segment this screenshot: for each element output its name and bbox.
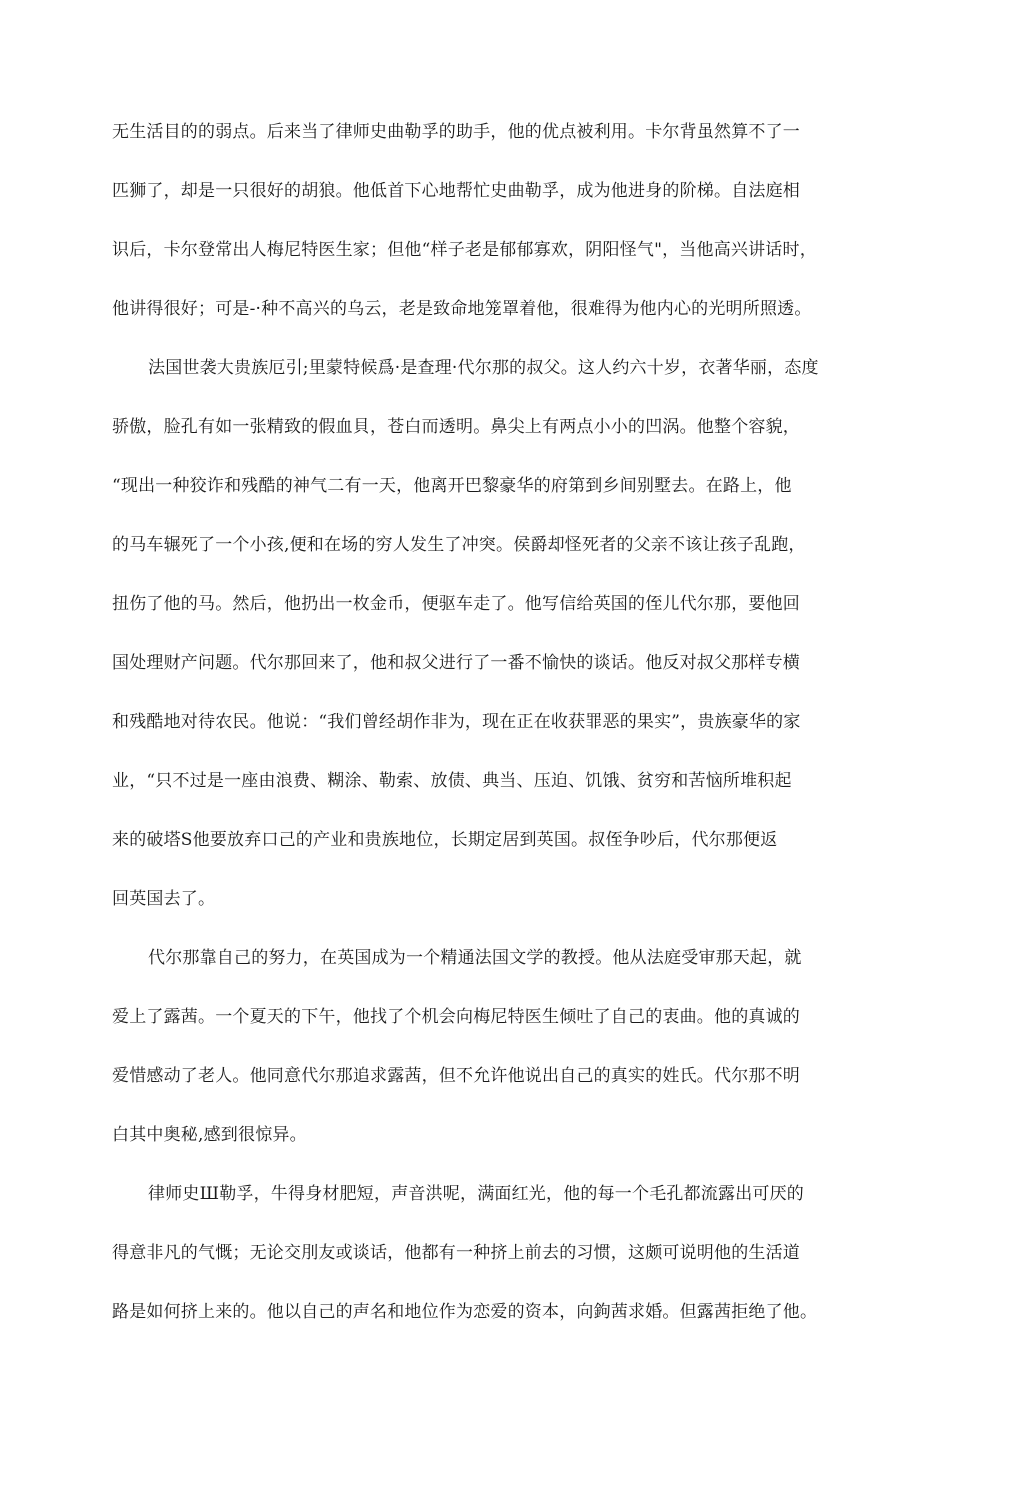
text-line: 爱上了露茜。一个夏天的下午，他找了个机会向梅尼特医生倾吐了自己的衷曲。他的真诚的 bbox=[112, 1007, 800, 1027]
text-line: 他讲得很好；可是-·种不高兴的乌云，老是致命地笼罩着他，很难得为他内心的光明所照透。 bbox=[112, 299, 812, 319]
text-line: 代尔那靠自己的努力，在英国成为一个精通法国文学的教授。他从法庭受审那天起，就 bbox=[148, 948, 802, 968]
text-line: 来的破塔S他要放弃口己的产业和贵族地位，长期定居到英国。叔侄争吵后，代尔那便返 bbox=[112, 830, 778, 850]
text-line: 律师史Ш勒孚，牛得身材肥短，声音洪呢，满面红光，他的每一个毛孔都流露出可厌的 bbox=[148, 1184, 804, 1204]
text-line: “现出一种狡诈和残酷的神气二有一天，他离开巴黎豪华的府第到乡间别墅去。在路上，他 bbox=[112, 476, 792, 496]
text-line: 和残酷地对待农民。他说：“我们曾经胡作非为，现在正在收获罪恶的果实”，贵族豪华的家 bbox=[112, 712, 801, 732]
text-line: 识后，卡尔登常出人梅尼特医生家；但他“样子老是郁郁寡欢，阴阳怪气"，当他高兴讲话时， bbox=[112, 240, 817, 260]
text-line: 回英国去了。 bbox=[112, 889, 216, 909]
text-line: 国处理财产问题。代尔那回来了，他和叔父进行了一番不愉快的谈话。他反对叔父那样专横 bbox=[112, 653, 800, 673]
text-line: 白其中奥秘,感到很惊异。 bbox=[112, 1125, 307, 1145]
text-line: 爱惜感动了老人。他同意代尔那追求露茜，但不允许他说出自己的真实的姓氏。代尔那不明 bbox=[112, 1066, 800, 1086]
text-line: 得意非凡的气慨；无论交刖友或谈话，他都有一种挤上前去的习惯，这颇可说明他的生活道 bbox=[112, 1243, 800, 1263]
text-line: 的马车辗死了一个小孩,便和在场的穷人发生了冲突。侯爵却怪死者的父亲不该让孩子乱跑， bbox=[112, 535, 806, 555]
text-line: 无生活目的的弱点。后来当了律师史曲勒孚的助手，他的优点被利用。卡尔背虽然算不了一 bbox=[112, 122, 800, 142]
text-line: 骄傲，脸孔有如一张精致的假血貝，苍白而透明。鼻尖上有两点小小的凹涡。他整个容貌， bbox=[112, 417, 800, 437]
text-line: 匹狮了，却是一只很好的胡狼。他低首下心地帮忙史曲勒孚，成为他进身的阶梯。自法庭相 bbox=[112, 181, 800, 201]
text-line: 法国世袭大贵族厄引;里蒙特候爲·是查理·代尔那的叔父。这人约六十岁，衣著华丽，态度 bbox=[148, 358, 819, 378]
text-line: 扭伤了他的马。然后，他扔出一枚金币，便驱车走了。他写信给英国的侄儿代尔那，要他回 bbox=[112, 594, 800, 614]
text-line: 业，“只不过是一座由浪费、糊涂、勒索、放债、典当、压迫、饥饿、贫穷和苦恼所堆积起 bbox=[112, 771, 792, 791]
text-line: 路是如何挤上来的。他以自己的声名和地位作为恋爱的资本，向鉤茜求婚。但露茜拒绝了他。 bbox=[112, 1302, 818, 1322]
